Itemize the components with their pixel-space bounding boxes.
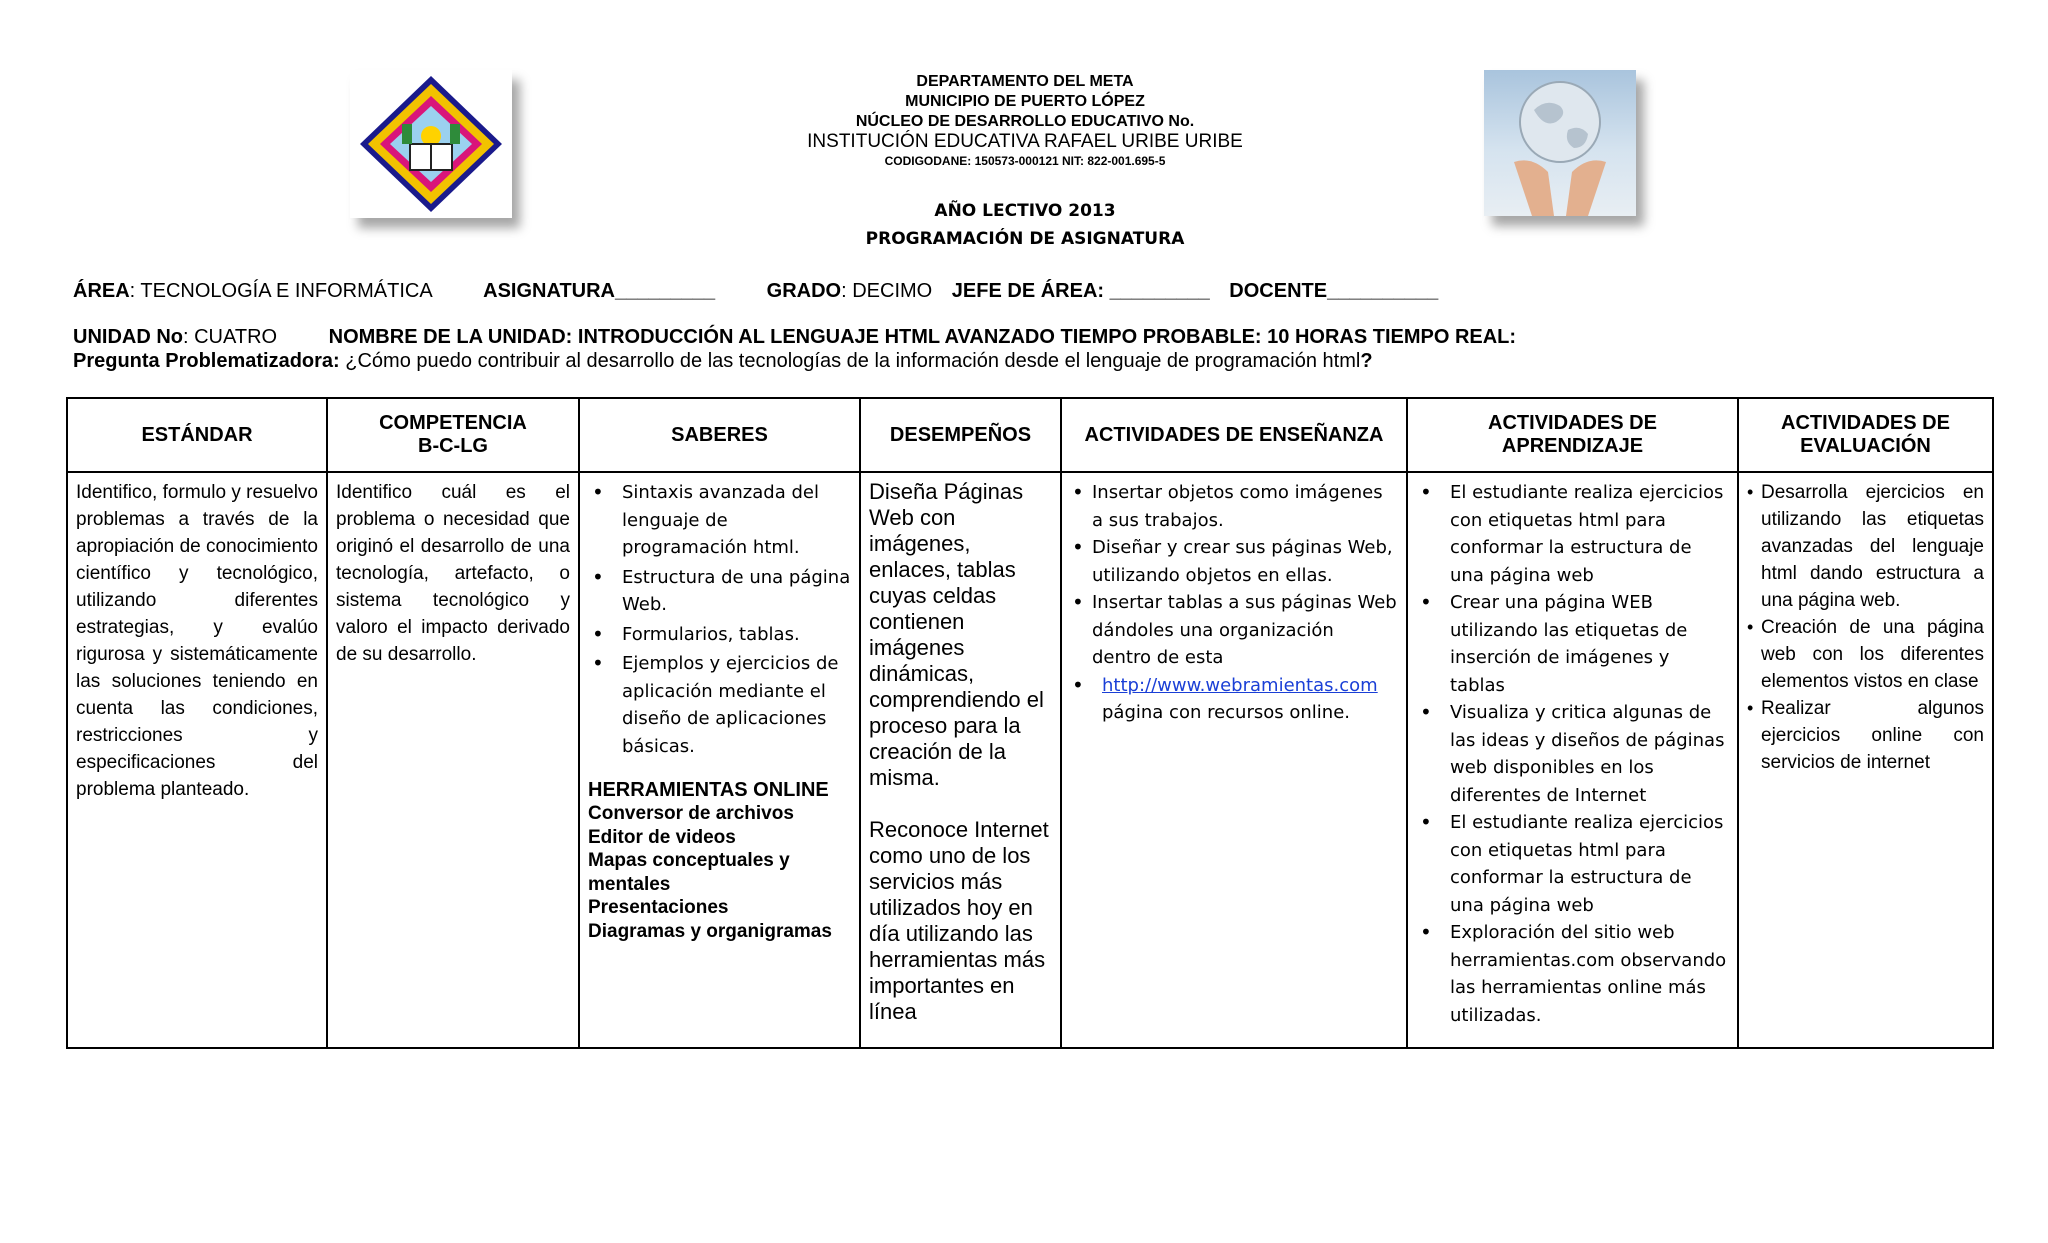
header-codes: CODIGODANE: 150573-000121 NIT: 822-001.695-5 bbox=[884, 154, 1166, 168]
info-line-pregunta bbox=[73, 350, 1373, 373]
header-institution: INSTITUCIÓN EDUCATIVA RAFAEL URIBE URIBE bbox=[807, 131, 1243, 152]
nombre-unidad-value: : INTRODUCCIÓN AL LENGUAJE HTML AVANZADO TIEMPO PROBABLE: 10 HORAS TIEMPO REAL: bbox=[565, 326, 1517, 348]
aprendizaje-item: • Crear una página WEB utilizando las etiquetas de inserción de imágenes y tablas bbox=[1416, 589, 1729, 699]
evaluacion-cell bbox=[1738, 472, 1993, 1048]
evaluacion-item: • Desarrolla ejercicios en utilizando las etiquetas avanzadas del lenguaje html dando estructura a una página web. bbox=[1747, 479, 1984, 614]
header-ensenanza: ACTIVIDADES DE ENSEÑANZA bbox=[1061, 398, 1407, 472]
competencia-cell: Identifico cuál es el problema o necesidad que originó el desarrollo de una tecnología, artefacto, o sistema tecnológico y valoro el impacto derivado de su desarrollo. bbox=[327, 472, 579, 1048]
area-value: : TECNOLOGÍA E INFORMÁTICA bbox=[129, 280, 432, 302]
ensenanza-item: • Diseñar y crear sus páginas Web, utilizando objetos en ellas. bbox=[1070, 534, 1398, 589]
link-description: página con recursos online. bbox=[1102, 702, 1350, 723]
evaluacion-item: • Creación de una página web con los diferentes elementos vistos en clase bbox=[1747, 614, 1984, 695]
aprendizaje-cell bbox=[1407, 472, 1738, 1048]
ensenanza-item: • Insertar objetos como imágenes a sus trabajos. bbox=[1070, 479, 1398, 534]
header-aprendizaje-line1: ACTIVIDADES DE bbox=[1488, 412, 1657, 434]
unidad-label: UNIDAD No bbox=[73, 326, 183, 348]
tool-item: Mapas conceptuales y mentales bbox=[588, 850, 790, 895]
header-competencia-line1: COMPETENCIA bbox=[379, 412, 527, 434]
aprendizaje-item: • El estudiante realiza ejercicios con etiquetas html para conformar la estructura de una página web bbox=[1416, 809, 1729, 919]
tool-item: Conversor de archivos bbox=[588, 803, 794, 824]
tool-item: Presentaciones bbox=[588, 897, 729, 918]
table-content-row bbox=[67, 472, 1993, 1048]
unidad-value: : CUATRO bbox=[183, 326, 278, 348]
aprendizaje-item: • Visualiza y critica algunas de las ideas y diseños de páginas web disponibles en los diferentes de Internet bbox=[1416, 699, 1729, 809]
school-crest-logo bbox=[350, 70, 512, 218]
globe-hands-logo bbox=[1484, 70, 1636, 216]
saberes-item: • Ejemplos y ejercicios de aplicación mediante el diseño de aplicaciones básicas. bbox=[588, 650, 851, 760]
header-desempenos: DESEMPEÑOS bbox=[860, 398, 1061, 472]
docente-field: DOCENTE__________ bbox=[1229, 280, 1439, 302]
area-label: ÁREA bbox=[73, 280, 130, 302]
info-line-area bbox=[73, 280, 1438, 303]
desempeno-text: Diseña Páginas Web con imágenes, enlaces, tablas cuyas celdas contienen imágenes dinámicas, comprendiendo el proceso para la creación de la misma. bbox=[869, 479, 1044, 790]
tool-item: Diagramas y organigramas bbox=[588, 920, 832, 942]
header-evaluacion bbox=[1738, 398, 1993, 472]
asignatura-field: ASIGNATURA_________ bbox=[483, 280, 716, 302]
aprendizaje-item: • El estudiante realiza ejercicios con etiquetas html para conformar la estructura de una página web bbox=[1416, 479, 1729, 589]
header-competencia bbox=[327, 398, 579, 472]
nombre-unidad-label: NOMBRE DE LA UNIDAD bbox=[328, 326, 566, 348]
header-aprendizaje-line2: APRENDIZAJE bbox=[1501, 435, 1644, 457]
saberes-item: • Formularios, tablas. bbox=[588, 621, 851, 649]
header-year: AÑO LECTIVO 2013 bbox=[934, 201, 1116, 221]
header-nucleus: NÚCLEO DE DESARROLLO EDUCATIVO No. bbox=[855, 113, 1195, 130]
pregunta-label: Pregunta Problematizadora: bbox=[73, 350, 340, 372]
header-aprendizaje bbox=[1407, 398, 1738, 472]
saberes-item: • Sintaxis avanzada del lenguaje de programación html. bbox=[588, 479, 851, 562]
desempenos-cell bbox=[860, 472, 1061, 1048]
ensenanza-item: • Insertar tablas a sus páginas Web dándoles una organización dentro de esta bbox=[1070, 589, 1398, 672]
program-table bbox=[66, 397, 1994, 1049]
estandar-cell: Identifico, formulo y resuelvo problemas a través de la apropiación de conocimiento científico y tecnológico, utilizando diferentes estrategias, y evalúo rigurosa y sistemáticamente las soluciones teniendo en cuenta las condiciones, restricciones y especificaciones del problema planteado. bbox=[67, 472, 327, 1048]
ensenanza-cell bbox=[1061, 472, 1407, 1048]
aprendizaje-item: • Exploración del sitio web herramientas.com observando las herramientas online más utilizadas. bbox=[1416, 919, 1729, 1029]
desempeno-text: Reconoce Internet como uno de los servicios más utilizados hoy en día utilizando las herramientas más importantes en línea bbox=[869, 817, 1049, 1024]
info-line-unidad bbox=[73, 326, 1516, 349]
header-evaluacion-line1: ACTIVIDADES DE bbox=[1781, 412, 1950, 434]
table-header-row bbox=[67, 398, 1993, 472]
jefe-field: JEFE DE ÁREA: _________ bbox=[951, 280, 1210, 302]
header-competencia-line2: B-C-LG bbox=[418, 435, 488, 457]
header-saberes: SABERES bbox=[579, 398, 860, 472]
header-subtitle: PROGRAMACIÓN DE ASIGNATURA bbox=[865, 229, 1185, 249]
ensenanza-link-item bbox=[1070, 672, 1398, 727]
grado-value: : DECIMO bbox=[841, 280, 933, 302]
header-department: DEPARTAMENTO DEL META bbox=[916, 73, 1134, 90]
saberes-item: • Estructura de una página Web. bbox=[588, 564, 851, 619]
tool-item: Editor de videos bbox=[588, 826, 736, 848]
grado-label: GRADO bbox=[766, 280, 842, 302]
header-estandar: ESTÁNDAR bbox=[67, 398, 327, 472]
saberes-cell bbox=[579, 472, 860, 1048]
webramientas-link[interactable]: http://www.webramientas.com bbox=[1102, 674, 1378, 696]
pregunta-end: ? bbox=[1360, 350, 1373, 372]
header-evaluacion-line2: EVALUACIÓN bbox=[1800, 435, 1931, 457]
tools-heading: HERRAMIENTAS ONLINE bbox=[588, 779, 829, 801]
header-municipality: MUNICIPIO DE PUERTO LÓPEZ bbox=[905, 93, 1145, 110]
pregunta-value: ¿Cómo puedo contribuir al desarrollo de las tecnologías de la información desde el lenguaje de programación html bbox=[339, 350, 1361, 372]
evaluacion-item: • Realizar algunos ejercicios online con servicios de internet bbox=[1747, 695, 1984, 776]
